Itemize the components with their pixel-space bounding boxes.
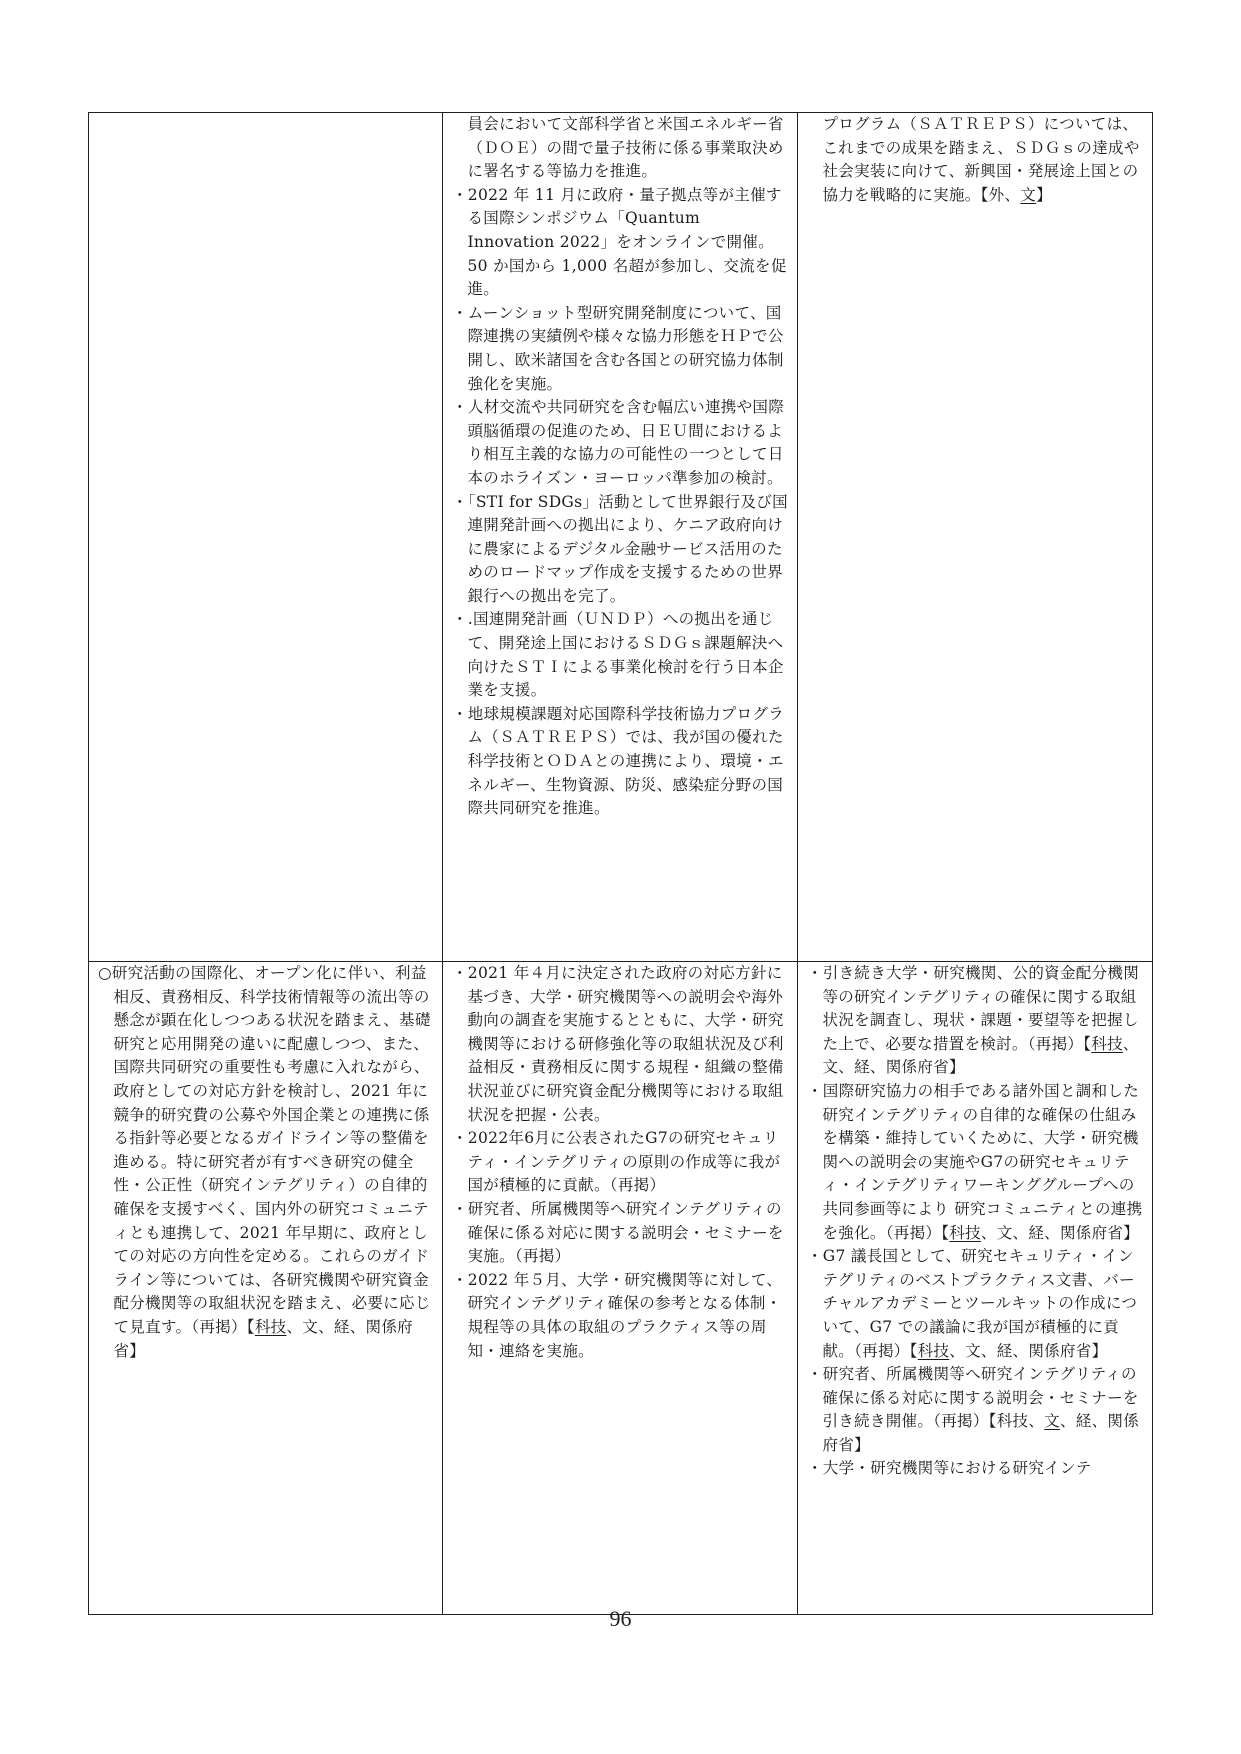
ministry-tag: 科技 — [1091, 1034, 1123, 1053]
plan-text — [807, 113, 1144, 207]
ministry-tag: 文 — [1020, 185, 1037, 204]
plan-cell — [798, 113, 1153, 962]
list-item-text: ・大学・研究機関等における研究インテ — [807, 1459, 1092, 1478]
measure-cell — [89, 962, 443, 1615]
policy-table — [88, 112, 1153, 1615]
list-item — [807, 1245, 1144, 1363]
list-item: ・2022 年 11 月に政府・量子拠点等が主催する国際シンポジウム「Quantum Innovation 2022」をオンラインで開催。50 か国から 1,000 名超が参加し、交流を促進。 — [452, 185, 787, 299]
list-item-suffix: 、文、経、関係府省】 — [822, 1034, 1139, 1077]
list-item — [807, 962, 1144, 1080]
list-item-suffix: 、経、関係府省】 — [822, 1412, 1140, 1454]
list-item-text: ・研究者、所属機関等へ研究インテグリティの確保に係る対応に関する説明会・セミナーを引き続き開催。（再掲）【科技、 — [807, 1365, 1139, 1431]
list-item-suffix: 、文、経、関係府省】 — [980, 1223, 1140, 1242]
ministry-tag: 科技 — [917, 1341, 950, 1360]
measure-text — [98, 962, 434, 1363]
list-item-suffix: 、文、経、関係府省】 — [949, 1341, 1108, 1360]
plan-text-suffix: 】 — [1036, 185, 1052, 204]
progress-continuation: 員会において文部科学省と米国エネルギー省（ＤＯＥ）の間で量子技術に係る事業取決めに署名する等協力を推進。 — [467, 115, 784, 181]
measure-text-suffix: 、文、経、関係府省】 — [113, 1317, 413, 1360]
progress-cell — [443, 962, 798, 1615]
ministry-tag: 科技 — [949, 1223, 981, 1242]
list-item: ・2021 年４月に決定された政府の対応方針に基づき、大学・研究機関等への説明会や海外動向の調査を実施するとともに、大学・研究機関等における研修強化等の取組状況及び利益相反・責務相反に関する規程・組織の整備状況並びに研究資金配分機関等における取組状況を把握・公表。 — [452, 964, 784, 1124]
page-number: 96 — [609, 1606, 632, 1631]
list-item: ・「STI for SDGs」活動として世界銀行及び国連開発計画への拠出により、ケニア政府向けに農家によるデジタル金融サービス活用のためのロードマップ作成を支援するための世界銀行への拠出を完了。 — [452, 492, 788, 605]
list-item — [807, 1080, 1144, 1245]
progress-cell — [443, 113, 798, 962]
list-item-text: ・引き続き大学・研究機関、公的資金配分機関等の研究インテグリティの確保に関する取組状況を調査し、現状・課題・要望等を把握した上で、必要な措置を検討。（再掲）【 — [807, 964, 1140, 1053]
list-item: ・研究者、所属機関等へ研究インテグリティの確保に係る対応に関する説明会・セミナーを実施。（再掲） — [452, 1199, 784, 1266]
list-item-text: ・G7 議長国として、研究セキュリティ・インテグリティのベストプラクティス文書、バーチャルアカデミーとツールキットの作成について、G7 での議論に我が国が積極的に貢献。（再掲）【 — [807, 1247, 1138, 1360]
list-item-text: ・国際研究協力の相手である諸外国と調和した研究インテグリティの自律的な確保の仕組みを構築・維持していくために、大学・研究機関への説明会の実施やG7の研究セキュリティ・インテグリティワーキンググループへの共同参画等により 研究コミュニティとの連携を強化。（再掲）【 — [807, 1081, 1143, 1242]
table-row — [89, 962, 1153, 1615]
list-item: ・人材交流や共同研究を含む幅広い連携や国際頭脳循環の促進のため、日ＥＵ間におけるより相互主義的な協力の可能性の一つとして日本のホライズン・ヨーロッパ準参加の検討。 — [452, 398, 785, 487]
plan-cell — [798, 962, 1153, 1615]
list-item: ・2022年6月に公表されたG7の研究セキュリティ・インテグリティの原則の作成等に我が国が積極的に貢献。（再掲） — [452, 1129, 781, 1195]
measure-cell — [89, 113, 443, 962]
ministry-tag: 科技 — [254, 1317, 287, 1336]
measure-text-body: ○研究活動の国際化、オープン化に伴い、利益相反、責務相反、科学技術情報等の流出等の懸念が顕在化しつつある状況を踏まえ、基礎研究と応用開発の違いに配慮しつつ、また、国際共同研究の重要性も考慮に入れながら、政府としての対応方針を検討し、2021 年に競争的研究費の公募や外国企業との連携に係る指針等必要となるガイドライン等の整備を進める。特に研究者が有すべき研究の健全性・公正性（研究インテグリティ）の自律的確保を支援すべく、国内外の研究コミュニティとも連携して、2021 年早期に、政府としての対応の方向性を定める。これらのガイドライン等については、各研究機関や研究資金配分機関等の取組状況を踏まえ、必要に応じて見直す。（再掲）【 — [98, 964, 431, 1336]
list-item: ・地球規模課題対応国際科学技術協力プログラム（ＳＡＴＲＥＰＳ）では、我が国の優れた科学技術とＯＤＡとの連携により、環境・エネルギー、生物資源、防災、感染症分野の国際共同研究を推進。 — [452, 704, 785, 818]
list-item — [807, 1457, 1144, 1481]
list-item: ・.国連開発計画（ＵＮＤＰ）への拠出を通じて、開発途上国におけるＳＤＧｓ課題解決へ向けたＳＴＩによる事業化検討を行う日本企業を支援。 — [452, 610, 784, 700]
ministry-tag: 文 — [1044, 1412, 1060, 1431]
list-item: ・ムーンショット型研究開発制度について、国際連携の実績例や様々な協力形態をＨＰで公開し、欧米諸国を含む各国との研究協力体制強化を実施。 — [452, 303, 784, 393]
plan-text-body: プログラム（ＳＡＴＲＥＰＳ）については、これまでの成果を踏まえ、ＳＤＧｓの達成や社会実装に向けて、新興国・発展途上国との協力を戦略的に実施。【外、 — [822, 115, 1140, 204]
list-item: ・2022 年５月、大学・研究機関等に対して、研究インテグリティ確保の参考となる体制・規程等の具体の取組のプラクティス等の周知・連絡を実施。 — [452, 1270, 783, 1360]
list-item — [807, 1363, 1144, 1457]
table-row — [89, 113, 1153, 962]
